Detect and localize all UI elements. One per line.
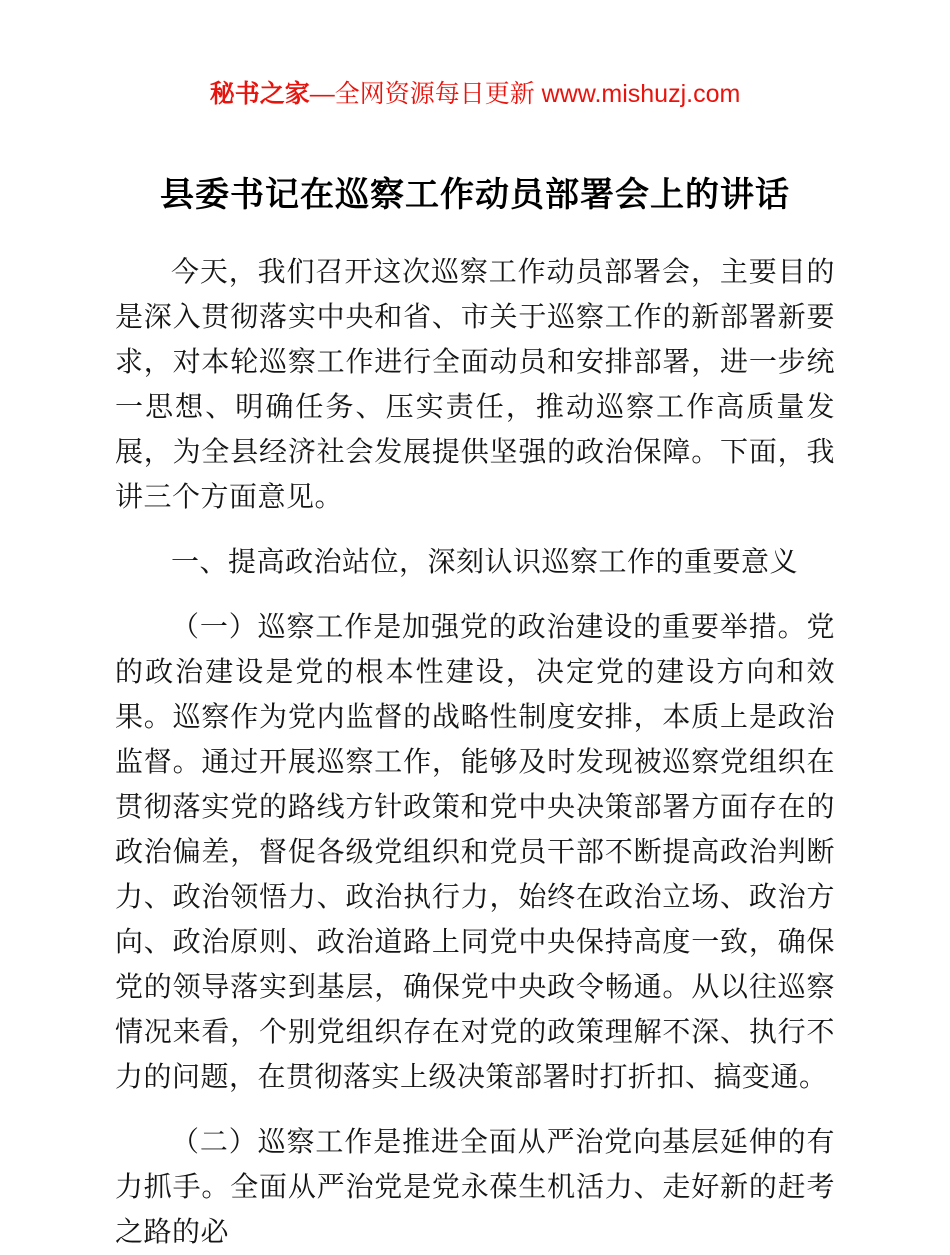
document-title: 县委书记在巡察工作动员部署会上的讲话 — [160, 176, 790, 214]
site-tagline: —全网资源每日更新 — [309, 80, 542, 108]
site-url-link[interactable]: www.mishuzj.com — [541, 80, 741, 108]
site-name: 秘书之家 — [209, 80, 310, 108]
site-header — [115, 78, 835, 110]
paragraph-point-1: （一）巡察工作是加强党的政治建设的重要举措。党的政治建设是党的根本性建设，决定党的建设方向和效果。巡察作为党内监督的战略性制度安排，本质上是政治监督。通过开展巡察工作，能够及时发现被巡察党组织在贯彻落实党的路线方针政策和党中央决策部署方面存在的政治偏差，督促各级党组织和党员干部不断提高政治判断力、政治领悟力、政治执行力，始终在政治立场、政治方向、政治原则、政治道路上同党中央保持高度一致，确保党的领导落实到基层，确保党中央政令畅通。从以往巡察情况来看，个别党组织存在对党的政策理解不深、执行不力的问题，在贯彻落实上级决策部署时打折扣、搞变通。 — [115, 612, 835, 1093]
section-heading-one: 一、提高政治站位，深刻认识巡察工作的重要意义 — [171, 547, 799, 578]
paragraph-intro: 今天，我们召开这次巡察工作动员部署会，主要目的是深入贯彻落实中央和省、市关于巡察工作的新部署新要求，对本轮巡察工作进行全面动员和安排部署，进一步统一思想、明确任务、压实责任，推动巡察工作高质量发展，为全县经济社会发展提供坚强的政治保障。下面，我讲三个方面意见。 — [115, 257, 835, 513]
paragraph-point-2: （二）巡察工作是推进全面从严治党向基层延伸的有力抓手。全面从严治党是党永葆生机活力、走好新的赶考之路的必 — [115, 1127, 835, 1248]
